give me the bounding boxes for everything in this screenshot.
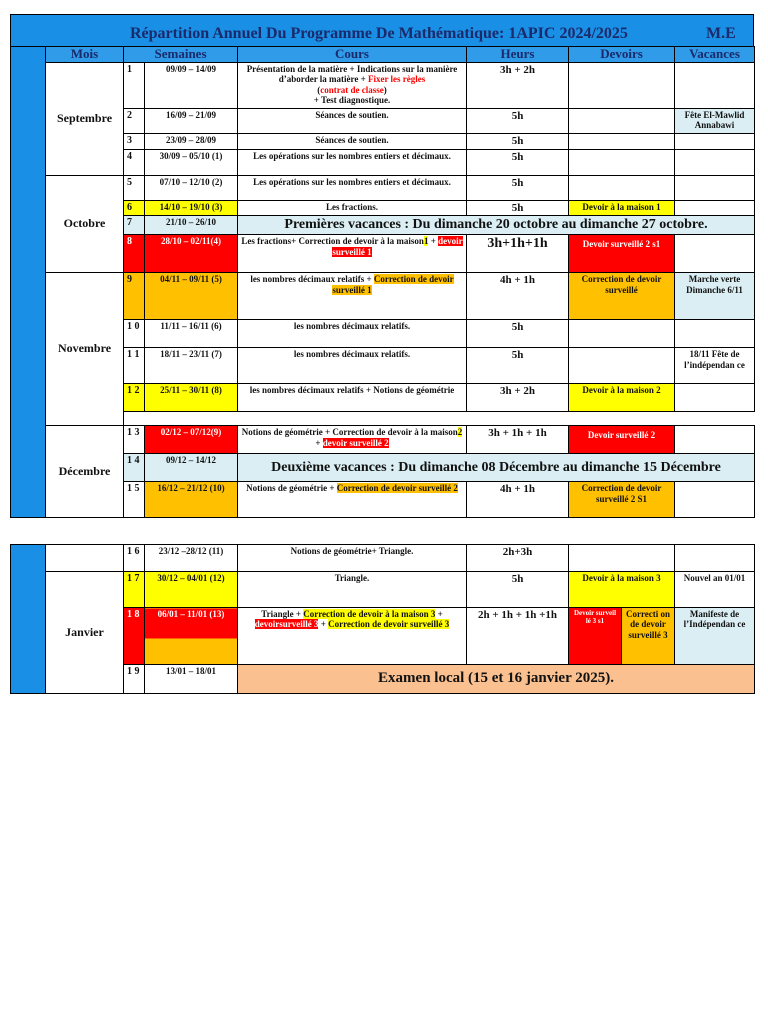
week-dates: 06/01 – 11/01 (13): [145, 608, 238, 665]
vacances-cell: [675, 175, 755, 200]
week-number: 1 0: [124, 320, 145, 348]
author-initials: M.E: [706, 25, 736, 42]
week-dates: 23/09 – 28/09: [145, 133, 238, 149]
month-october: Octobre: [46, 175, 124, 273]
devoirs-cell: Devoir à la maison 1: [569, 200, 675, 216]
vacances-cell: Nouvel an 01/01: [675, 572, 755, 608]
week-dates: 16/09 – 21/09: [145, 108, 238, 133]
course-cell: Triangle + Correction de devoir à la maison 3 + devoirsurveillé 3 + Correction de devoir surveillé 3: [238, 608, 467, 665]
devoirs-cell: [569, 62, 675, 108]
schedule-table-1: [10, 46, 754, 518]
vacances-cell: Marche verte Dimanche 6/11: [675, 273, 755, 320]
course-cell: les nombres décimaux relatifs + Correction de devoir surveillé 1: [238, 273, 467, 320]
devoirs-cell: Devoir à la maison 3: [569, 572, 675, 608]
hours-cell: 5h: [467, 348, 569, 384]
hours-cell: 3h + 2h: [467, 384, 569, 412]
holiday-banner: Deuxième vacances : Du dimanche 08 Décembre au dimanche 15 Décembre: [238, 454, 755, 482]
week-number: 6: [124, 200, 145, 216]
course-cell: Notions de géométrie+ Triangle.: [238, 545, 467, 572]
hours-cell: 5h: [467, 200, 569, 216]
week-number: 1 4: [124, 454, 145, 482]
month-january: Janvier: [46, 572, 124, 694]
month-empty: [46, 545, 124, 572]
col-heures: Heurs: [467, 47, 569, 63]
hours-cell: 4h + 1h: [467, 482, 569, 518]
hours-cell: 3h + 1h + 1h: [467, 426, 569, 454]
spacer-cell: [124, 412, 755, 426]
week-number: 1: [124, 62, 145, 108]
col-semaines: Semaines: [124, 47, 238, 63]
course-cell: Notions de géométrie + Correction de devoir à la maison2 + devoir surveillé 2: [238, 426, 467, 454]
week-number: 2: [124, 108, 145, 133]
course-cell: les nombres décimaux relatifs.: [238, 348, 467, 384]
course-cell: Les fractions.: [238, 200, 467, 216]
devoirs-cell: [569, 108, 675, 133]
month-september: Septembre: [46, 62, 124, 175]
hours-cell: 5h: [467, 149, 569, 175]
hours-cell: 2h + 1h + 1h +1h: [467, 608, 569, 665]
week-number: 1 5: [124, 482, 145, 518]
week-dates: 21/10 – 26/10: [145, 216, 238, 235]
course-cell: Les fractions+ Correction de devoir à la maison1 + devoir surveillé 1: [238, 235, 467, 273]
table-row: [11, 572, 755, 608]
table-row: [11, 545, 755, 572]
table-row: [11, 426, 755, 454]
vacances-cell: [675, 235, 755, 273]
course-cell: Séances de soutien.: [238, 133, 467, 149]
week-number: 7: [124, 216, 145, 235]
schedule-table-2: [10, 544, 754, 694]
week-dates: 18/11 – 23/11 (7): [145, 348, 238, 384]
week-dates: 23/12 –28/12 (11): [145, 545, 238, 572]
course-cell: Présentation de la matière + Indications sur la manière d’aborder la matière + Fixer les règles (contrat de classe) + Test diagnostique.: [238, 62, 467, 108]
hours-cell: 5h: [467, 133, 569, 149]
devoirs-cell: Devoir surveillé 2: [569, 426, 675, 454]
course-cell: Notions de géométrie + Correction de devoir surveillé 2: [238, 482, 467, 518]
hours-cell: 5h: [467, 572, 569, 608]
table-row: [11, 62, 755, 108]
exam-banner: Examen local (15 et 16 janvier 2025).: [238, 665, 755, 694]
vacances-cell: [675, 426, 755, 454]
week-number: 8: [124, 235, 145, 273]
vacances-cell: [675, 149, 755, 175]
week-dates: 07/10 – 12/10 (2): [145, 175, 238, 200]
week-number: 1 6: [124, 545, 145, 572]
page-title: Répartition Annuel Du Programme De Mathématique: 1APIC 2024/2025: [130, 25, 628, 42]
hours-cell: 2h+3h: [467, 545, 569, 572]
devoirs-cell: Correction de devoir surveillé 2 S1: [569, 482, 675, 518]
devoirs-cell: Devoir surveillé 2 s1: [569, 235, 675, 273]
left-blue-bar: [11, 47, 46, 518]
week-number: 1 8: [124, 608, 145, 665]
vacances-cell: [675, 200, 755, 216]
hours-cell: 3h + 2h: [467, 62, 569, 108]
week-dates: 04/11 – 09/11 (5): [145, 273, 238, 320]
course-cell: Triangle.: [238, 572, 467, 608]
hours-cell: 4h + 1h: [467, 273, 569, 320]
vacances-cell: [675, 384, 755, 412]
week-dates: 25/11 – 30/11 (8): [145, 384, 238, 412]
week-dates: 02/12 – 07/12(9): [145, 426, 238, 454]
vacances-cell: [675, 320, 755, 348]
hours-cell: 5h: [467, 175, 569, 200]
left-blue-bar: [11, 545, 46, 694]
vacances-cell: 18/11 Fête de l’indépendan ce: [675, 348, 755, 384]
week-number: 1 1: [124, 348, 145, 384]
table-row: [11, 175, 755, 200]
course-cell: les nombres décimaux relatifs.: [238, 320, 467, 348]
devoirs-cell: Devoir à la maison 2: [569, 384, 675, 412]
devoirs-cell: [569, 348, 675, 384]
week-dates: 09/12 – 14/12: [145, 454, 238, 482]
devoirs-cell: Devoir surveil lé 3 s1: [569, 608, 622, 665]
devoirs-cell: Correction de devoir surveillé: [569, 273, 675, 320]
course-cell: Les opérations sur les nombres entiers et décimaux.: [238, 149, 467, 175]
week-dates: 14/10 – 19/10 (3): [145, 200, 238, 216]
devoirs-cell: [569, 320, 675, 348]
week-number: 1 7: [124, 572, 145, 608]
week-dates: 30/12 – 04/01 (12): [145, 572, 238, 608]
vacances-cell: [675, 133, 755, 149]
week-dates: 16/12 – 21/12 (10): [145, 482, 238, 518]
hours-cell: 5h: [467, 108, 569, 133]
week-number: 9: [124, 273, 145, 320]
week-dates: 28/10 – 02/11(4): [145, 235, 238, 273]
week-number: 5: [124, 175, 145, 200]
hours-cell: 5h: [467, 320, 569, 348]
devoirs-cell: [569, 545, 675, 572]
week-number: 1 9: [124, 665, 145, 694]
month-november: Novembre: [46, 273, 124, 426]
course-cell: Les opérations sur les nombres entiers et décimaux.: [238, 175, 467, 200]
vacances-cell: [675, 62, 755, 108]
week-number: 1 2: [124, 384, 145, 412]
week-dates: 13/01 – 18/01: [145, 665, 238, 694]
header-row: [11, 47, 755, 63]
col-cours: Cours: [238, 47, 467, 63]
week-number: 4: [124, 149, 145, 175]
devoirs-cell: [569, 149, 675, 175]
vacances-cell: Fête El-Mawlid Annabawi: [675, 108, 755, 133]
vacances-cell: [675, 545, 755, 572]
week-number: 3: [124, 133, 145, 149]
col-vacances: Vacances: [675, 47, 755, 63]
month-december: Décembre: [46, 426, 124, 518]
devoirs-correction-cell: Correcti on de devoir surveillé 3: [622, 608, 675, 665]
course-cell: les nombres décimaux relatifs + Notions de géométrie: [238, 384, 467, 412]
week-dates: 11/11 – 16/11 (6): [145, 320, 238, 348]
week-number: 1 3: [124, 426, 145, 454]
col-devoirs: Devoirs: [569, 47, 675, 63]
week-dates: 30/09 – 05/10 (1): [145, 149, 238, 175]
devoirs-cell: [569, 175, 675, 200]
vacances-cell: [675, 482, 755, 518]
table-row: [11, 273, 755, 320]
course-cell: Séances de soutien.: [238, 108, 467, 133]
hours-cell: 3h+1h+1h: [467, 235, 569, 273]
week-dates: 09/09 – 14/09: [145, 62, 238, 108]
vacances-cell: Manifeste de l’Indépendan ce: [675, 608, 755, 665]
holiday-banner: Premières vacances : Du dimanche 20 octobre au dimanche 27 octobre.: [238, 216, 755, 235]
devoirs-cell: [569, 133, 675, 149]
col-mois: Mois: [46, 47, 124, 63]
